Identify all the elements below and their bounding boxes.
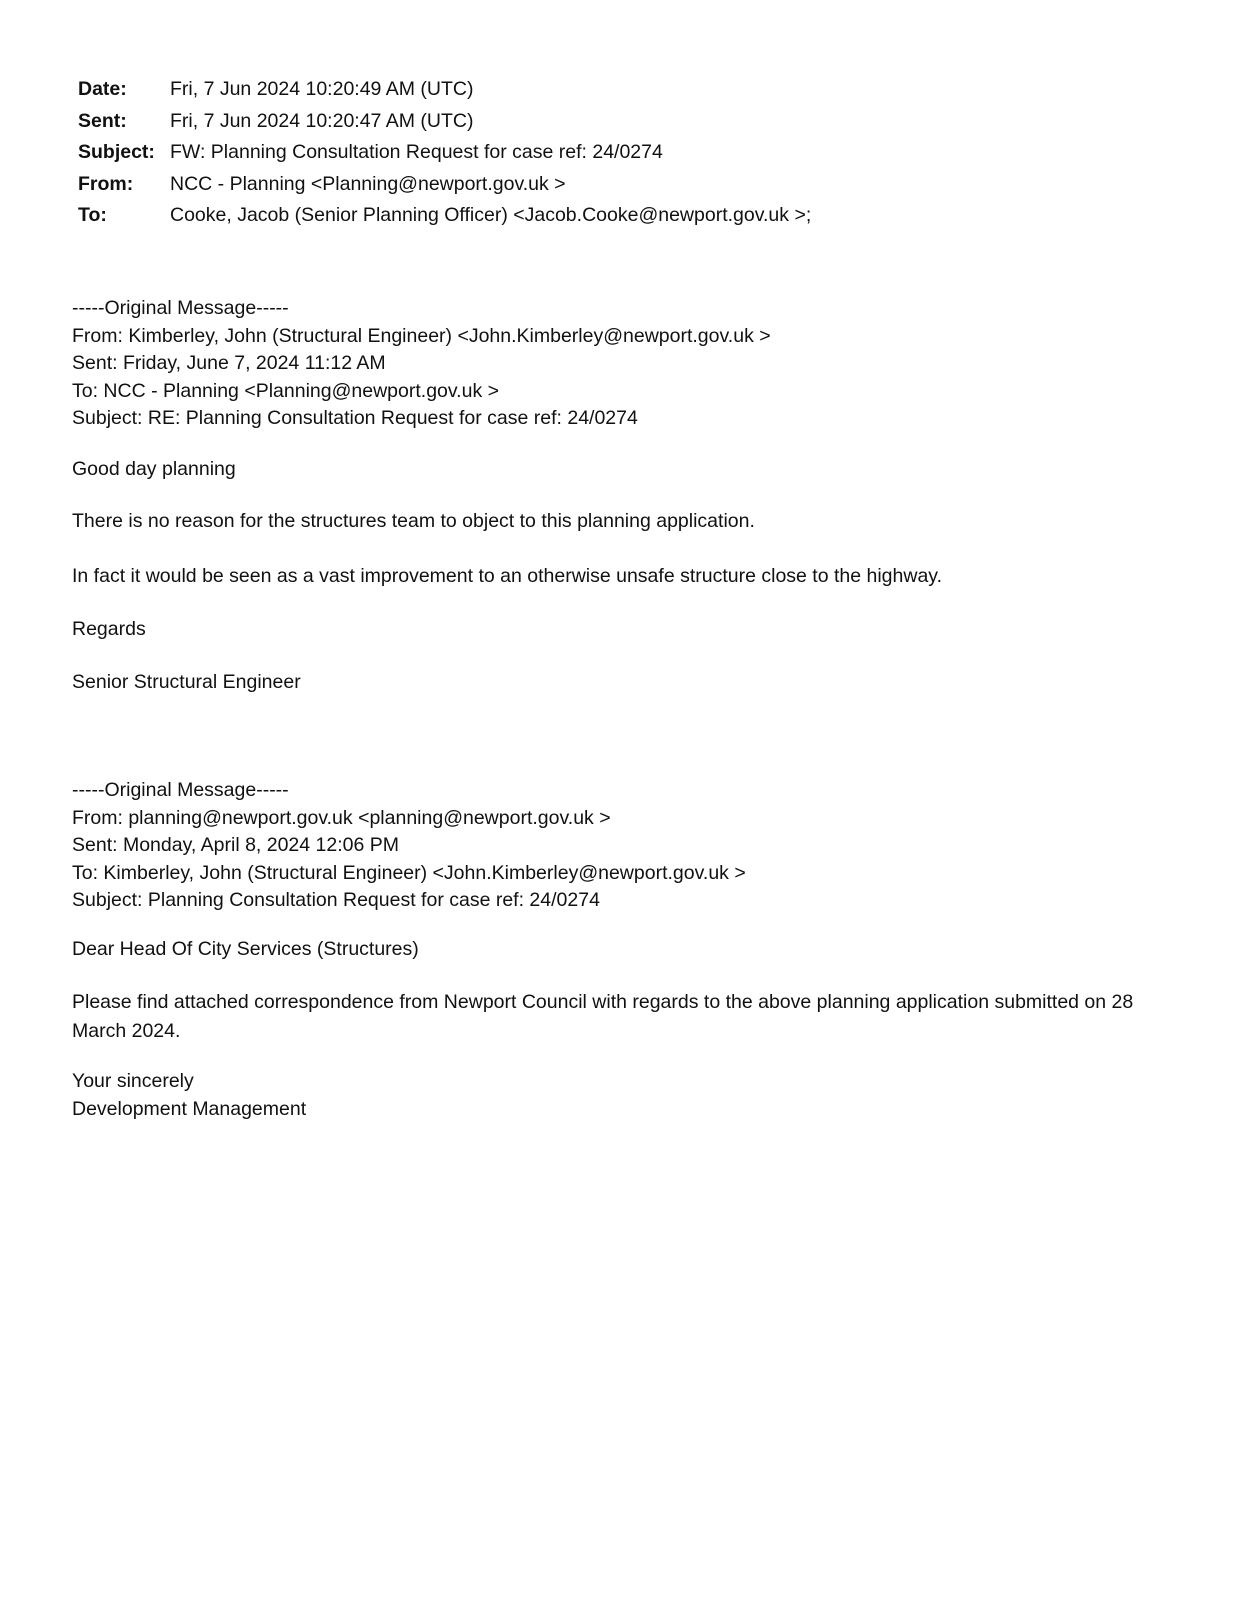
message-subject: Subject: RE: Planning Consultation Request for case ref: 24/0274 xyxy=(72,407,638,429)
header-row-date xyxy=(78,74,811,106)
message-sent: Sent: Friday, June 7, 2024 11:12 AM xyxy=(72,352,386,374)
message-closing: Regards xyxy=(72,618,146,640)
header-row-from xyxy=(78,169,811,201)
header-row-to xyxy=(78,200,811,232)
message-body-paragraph: There is no reason for the structures team to object to this planning application. xyxy=(72,510,755,532)
message-from: From: planning@newport.gov.uk <planning@newport.gov.uk > xyxy=(72,806,611,829)
header-label: To: xyxy=(78,204,107,227)
message-sent: Sent: Monday, April 8, 2024 12:06 PM xyxy=(72,834,400,856)
message-signature: Senior Structural Engineer xyxy=(72,671,301,693)
message-separator: -----Original Message----- xyxy=(72,297,289,319)
header-label: Date: xyxy=(78,78,127,101)
message-signature: Development Management xyxy=(72,1097,307,1120)
header-label: Subject: xyxy=(78,141,155,164)
header-value: FW: Planning Consultation Request for case ref: 24/0274 xyxy=(170,141,663,164)
message-greeting: Dear Head Of City Services (Structures) xyxy=(72,938,419,960)
header-value: NCC - Planning <Planning@newport.gov.uk > xyxy=(170,172,566,195)
message-body-paragraph: In fact it would be seen as a vast improvement to an otherwise unsafe structure close to the highway. xyxy=(72,565,943,587)
header-label: From: xyxy=(78,172,134,195)
email-header xyxy=(78,74,811,232)
message-subject: Subject: Planning Consultation Request for case ref: 24/0274 xyxy=(72,889,600,911)
message-signoff xyxy=(72,1068,306,1123)
header-row-sent xyxy=(78,106,811,138)
header-row-subject xyxy=(78,137,811,169)
header-label: Sent: xyxy=(78,109,127,132)
message-to: To: NCC - Planning <Planning@newport.gov.uk > xyxy=(72,379,500,402)
message-greeting: Good day planning xyxy=(72,458,236,480)
header-value: Fri, 7 Jun 2024 10:20:49 AM (UTC) xyxy=(170,78,474,101)
header-value: Fri, 7 Jun 2024 10:20:47 AM (UTC) xyxy=(170,109,474,132)
message-to: To: Kimberley, John (Structural Engineer) <John.Kimberley@newport.gov.uk > xyxy=(72,861,746,884)
original-message-1-meta xyxy=(72,295,771,433)
message-closing: Your sincerely xyxy=(72,1070,194,1092)
message-body-paragraph: Please find attached correspondence from Newport Council with regards to the above planning application submitted on 28 March 2024. xyxy=(72,991,1134,1042)
header-value: Cooke, Jacob (Senior Planning Officer) <Jacob.Cooke@newport.gov.uk >; xyxy=(170,204,812,227)
message-separator: -----Original Message----- xyxy=(72,779,289,801)
message-from: From: Kimberley, John (Structural Engineer) <John.Kimberley@newport.gov.uk > xyxy=(72,324,771,347)
original-message-2-meta xyxy=(72,777,746,915)
